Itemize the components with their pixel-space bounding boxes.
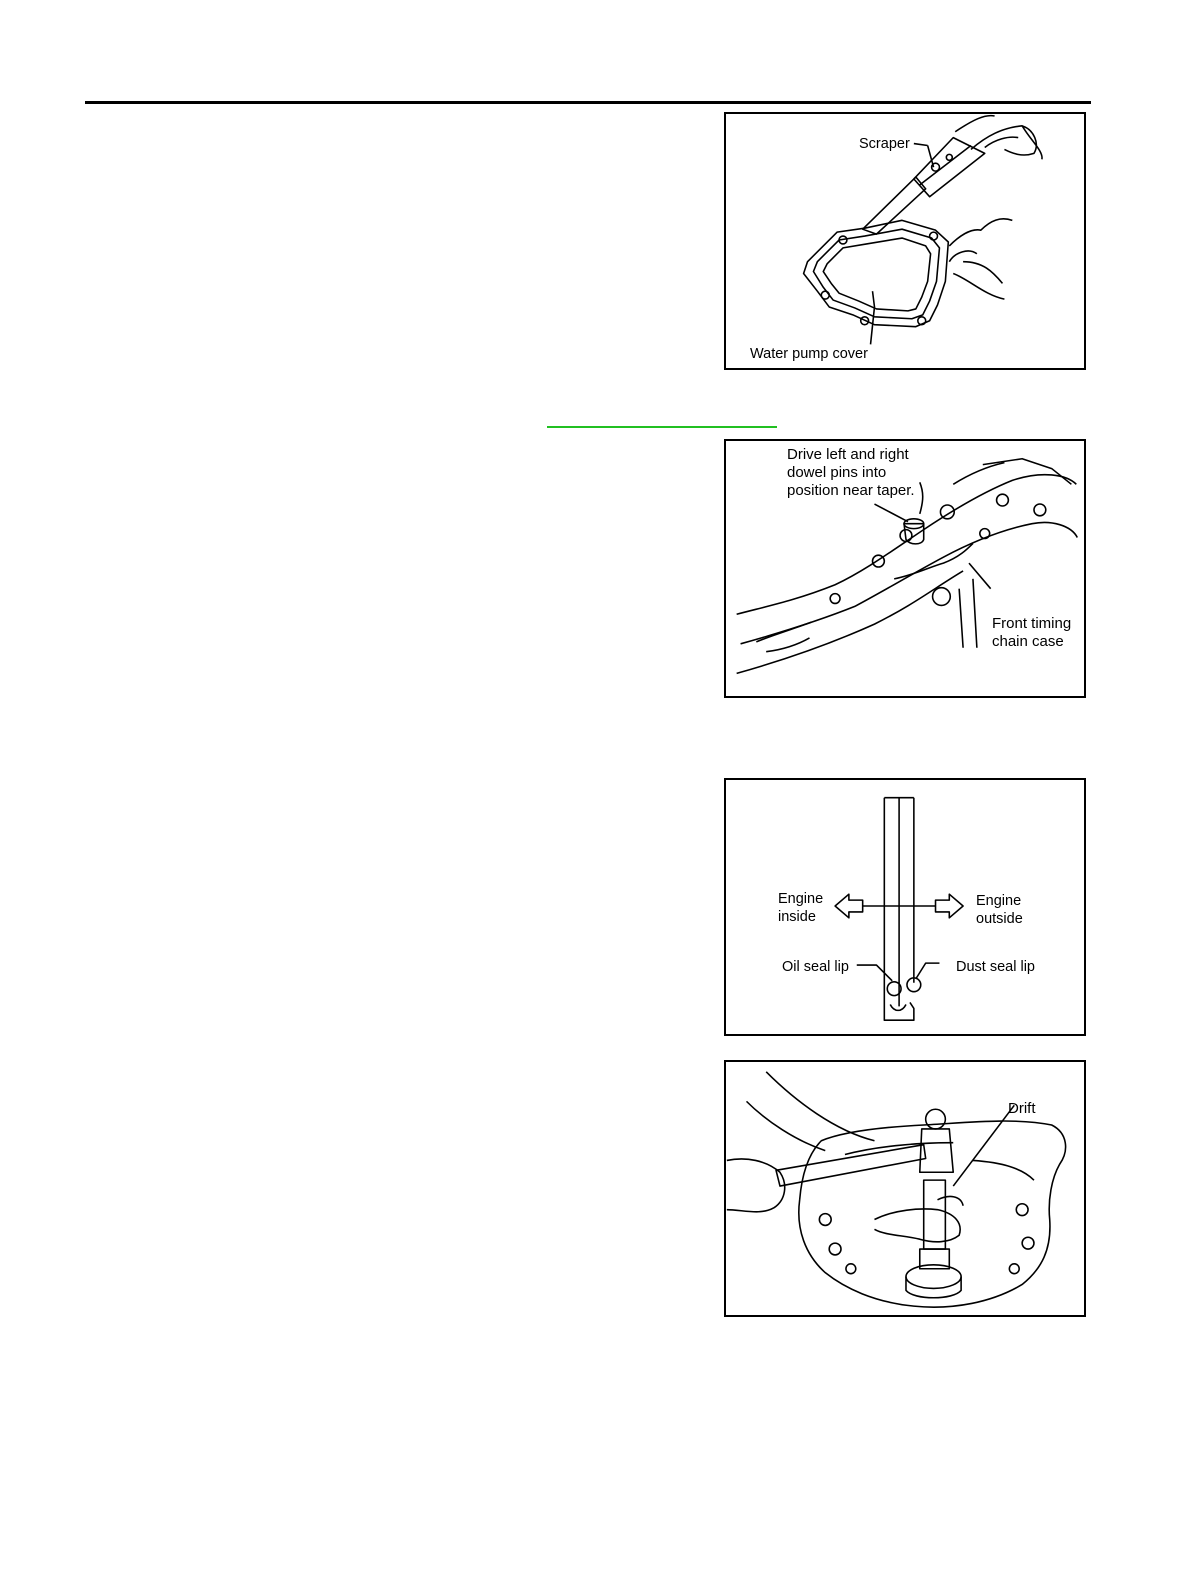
figure-water-pump-cover <box>724 112 1086 370</box>
dowel-pins-instruction-label: Drive left and right dowel pins into position near taper. <box>787 446 915 499</box>
header-rule <box>85 101 1091 104</box>
engine-inside-label: Engine inside <box>778 891 824 925</box>
drift-label: Drift <box>1008 1100 1036 1117</box>
oil-seal-lip-label: Oil seal lip <box>782 959 849 975</box>
engine-outside-label: Engine outside <box>976 893 1023 927</box>
water-pump-cover-label: Water pump cover <box>750 346 868 362</box>
link-underline[interactable] <box>547 426 777 428</box>
figure-oil-seal-direction <box>724 778 1086 1036</box>
figure-dowel-pins <box>724 439 1086 698</box>
front-timing-chain-case-label: Front timing chain case <box>992 615 1072 650</box>
dust-seal-lip-label: Dust seal lip <box>956 959 1035 975</box>
figure-drift <box>724 1060 1086 1317</box>
scraper-label: Scraper <box>859 136 910 152</box>
